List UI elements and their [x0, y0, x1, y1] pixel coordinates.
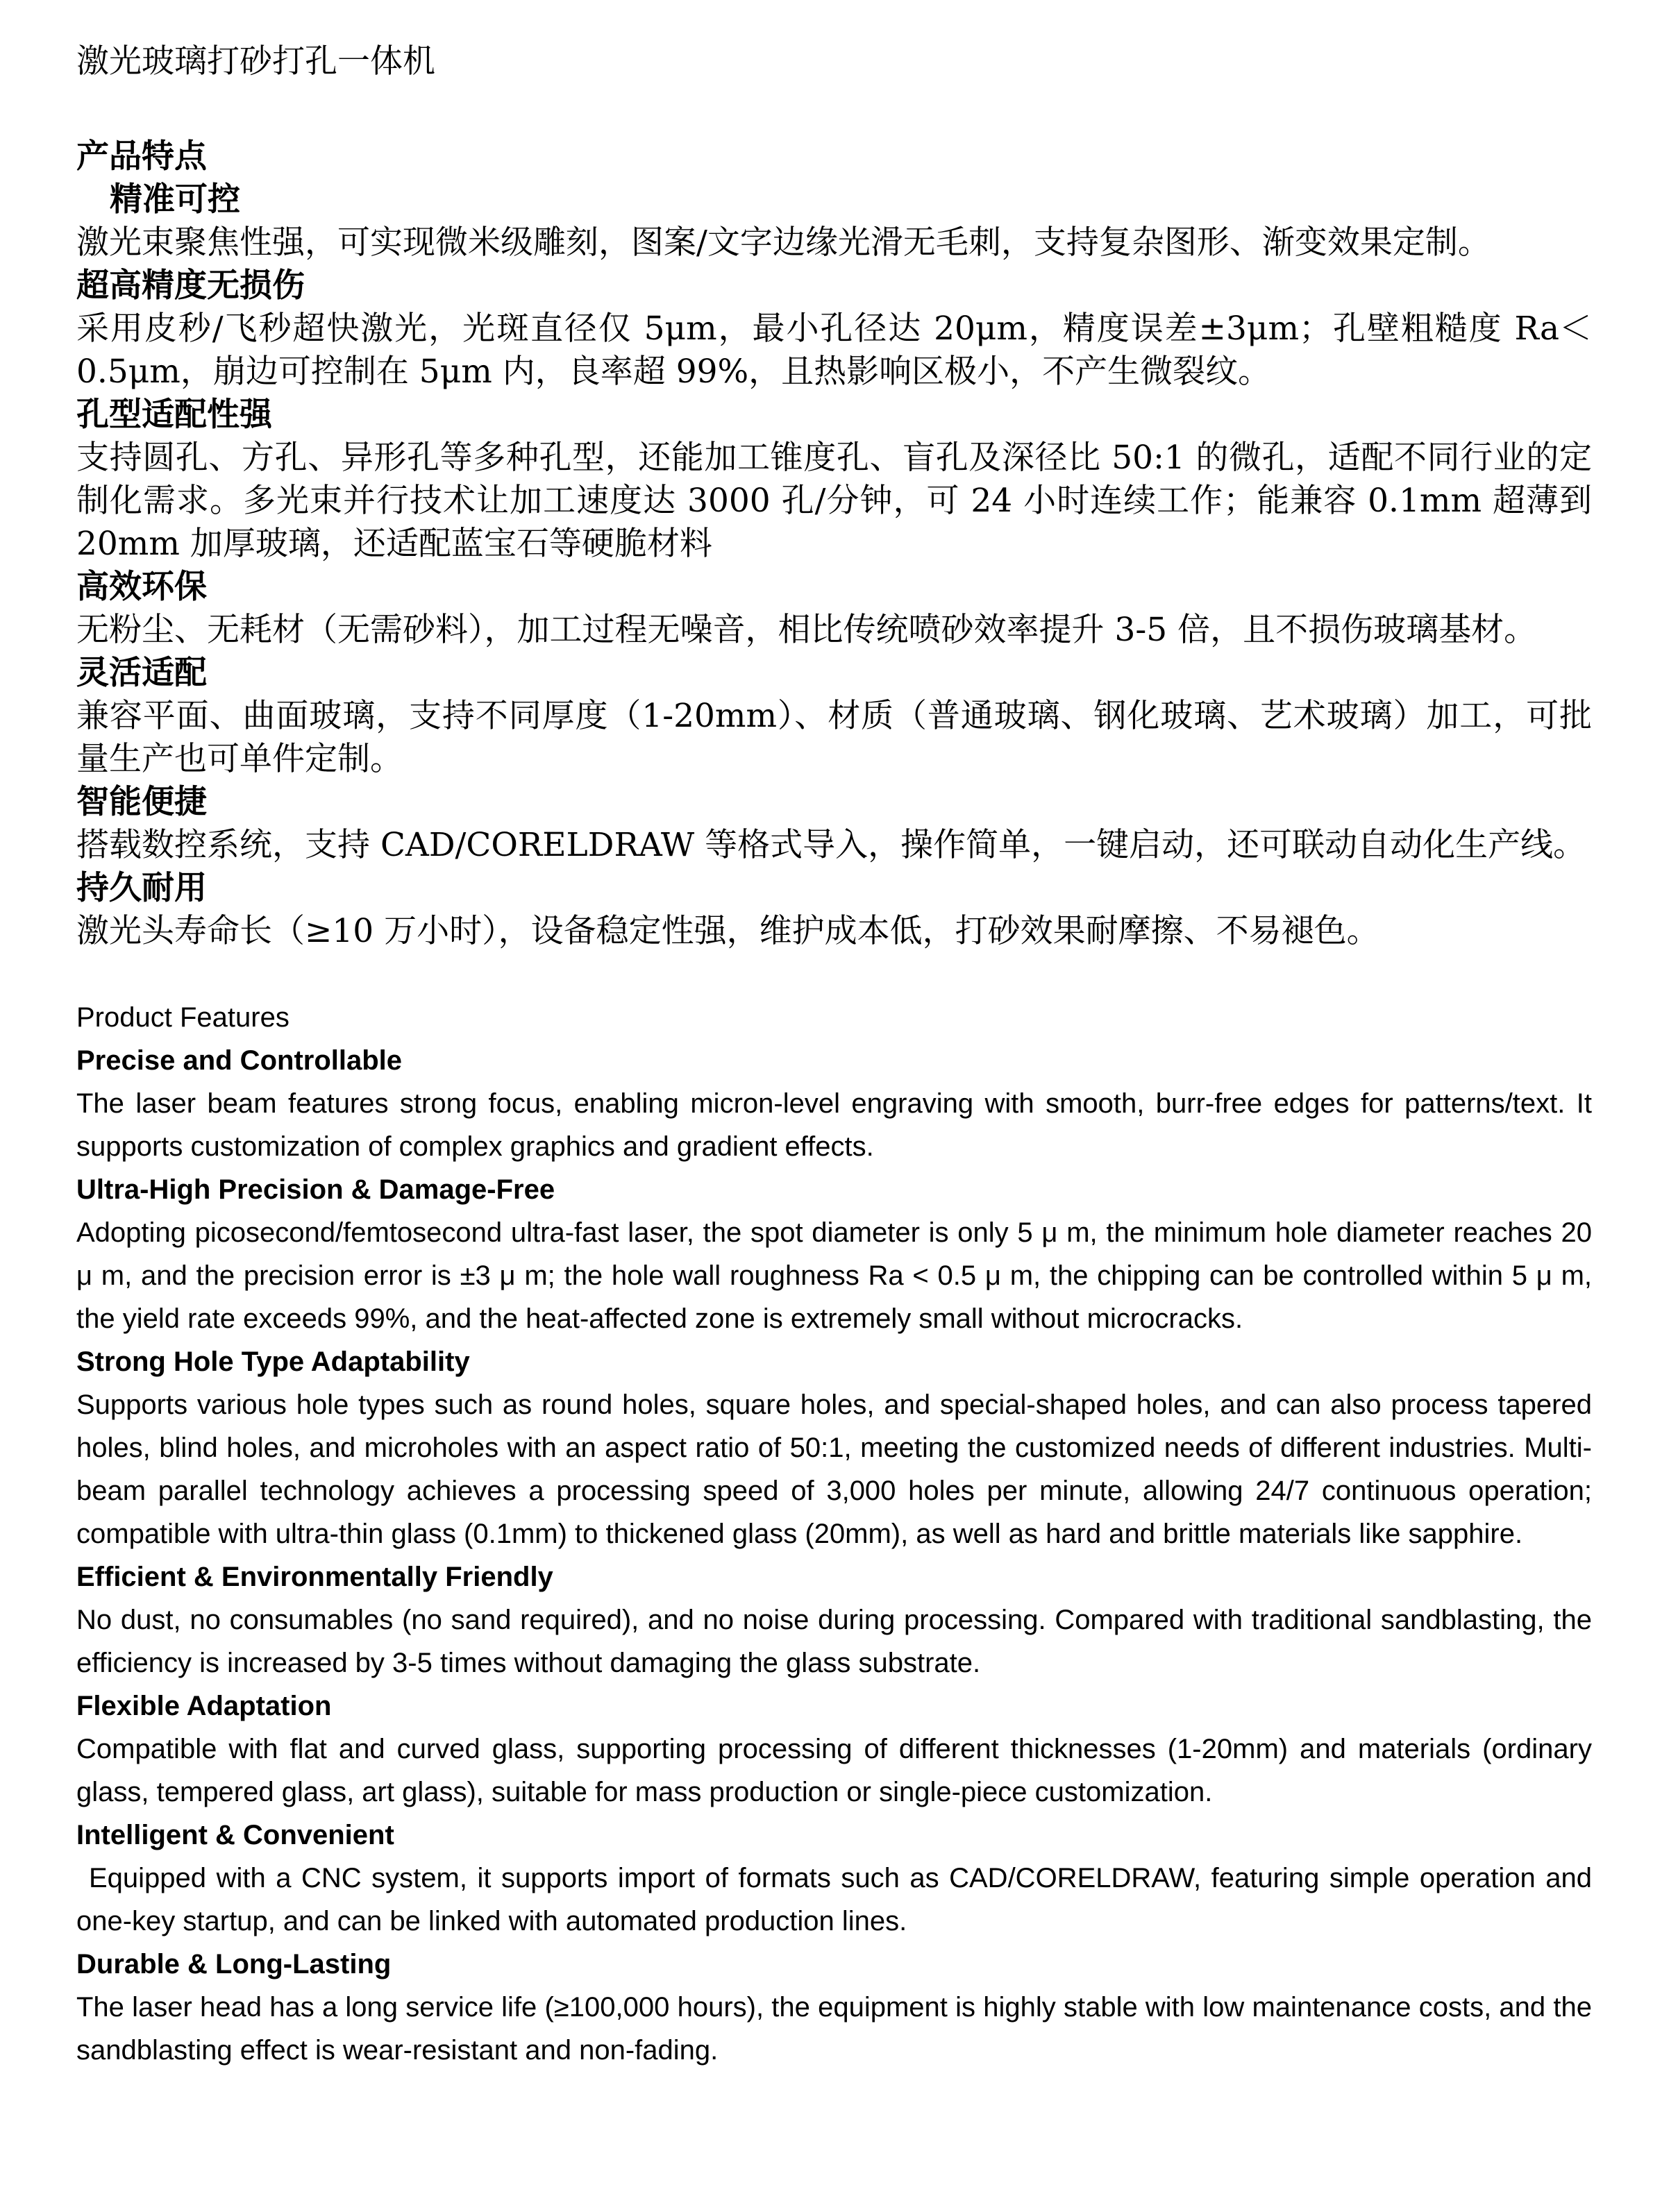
feature-text: 兼容平面、曲面玻璃，支持不同厚度（1-20mm）、材质（普通玻璃、钢化玻璃、艺术玻璃）加工，可批量生产也可单件定制。 [76, 697, 1592, 778]
section-title-zh: 产品特点 [76, 137, 207, 176]
feature-text: Equipped with a CNC system, it supports import of formats such as CAD/CORELDRAW, featuring simple operation and one-key startup, and can be linked with automated production lines. [76, 1863, 1592, 1936]
feature-heading: 高效环保 [76, 568, 207, 606]
features-section-zh [76, 135, 1592, 953]
feature-heading: 智能便捷 [76, 783, 207, 821]
feature-text: Supports various hole types such as round holes, square holes, and special-shaped holes, and can also process tapered holes, blind holes, and microholes with an aspect ratio of 50:1, meeting the customized needs of different industries. Multi-beam parallel technology achieves a processing speed of 3,000 holes per minute, allowing 24/7 continuous operation; compatible with ultra-thin glass (0.1mm) to thickened glass (20mm), as well as hard and brittle materials like sapphire. [76, 1390, 1592, 1549]
feature-item-en [76, 1340, 1592, 1555]
feature-heading: Ultra-High Precision & Damage-Free [76, 1174, 555, 1205]
feature-item-en [76, 1814, 1592, 1943]
feature-item-zh [76, 566, 1592, 652]
feature-item-en [76, 1168, 1592, 1340]
feature-item-zh [76, 867, 1592, 953]
feature-item-en [76, 1039, 1592, 1168]
feature-text: 支持圆孔、方孔、异形孔等多种孔型，还能加工锥度孔、盲孔及深径比 50:1 的微孔，适配不同行业的定制化需求。多光束并行技术让加工速度达 3000 孔/分钟，可 24 小时连续工作；能兼容 0.1mm 超薄到 20mm 加厚玻璃，还适配蓝宝石等硬脆材料 [76, 439, 1592, 563]
feature-item-zh [76, 394, 1592, 566]
feature-text: 激光束聚焦性强，可实现微米级雕刻，图案/文字边缘光滑无毛刺，支持复杂图形、渐变效果定制。 [76, 223, 1491, 262]
feature-heading: Efficient & Environmentally Friendly [76, 1562, 553, 1592]
feature-heading: Strong Hole Type Adaptability [76, 1346, 470, 1377]
feature-item-zh [76, 652, 1592, 781]
feature-text: 无粉尘、无耗材（无需砂料），加工过程无噪音，相比传统喷砂效率提升 3-5 倍，且不损伤玻璃基材。 [76, 611, 1537, 649]
feature-heading: Intelligent & Convenient [76, 1820, 394, 1850]
document-title: 激光玻璃打砂打孔一体机 [76, 42, 435, 81]
feature-heading: 精准可控 [110, 180, 240, 219]
feature-heading: Durable & Long-Lasting [76, 1949, 392, 1979]
feature-text: Compatible with flat and curved glass, supporting processing of different thicknesses (1-20mm) and materials (ordinary glass, tempered glass, art glass), suitable for mass production or single-piece customization. [76, 1734, 1592, 1807]
feature-item-zh [76, 178, 1592, 264]
feature-text: 采用皮秒/飞秒超快激光，光斑直径仅 5μm，最小孔径达 20μm，精度误差±3μm；孔壁粗糙度 Ra＜0.5μm，崩边可控制在 5μm 内，良率超 99%，且热影响区极小，不产生微裂纹。 [76, 310, 1592, 391]
feature-item-zh [76, 264, 1592, 394]
feature-item-en [76, 1685, 1592, 1814]
feature-heading: 超高精度无损伤 [76, 267, 305, 305]
feature-item-en [76, 1943, 1592, 2072]
feature-item-zh [76, 781, 1592, 867]
feature-item-en [76, 1555, 1592, 1685]
feature-heading: 灵活适配 [76, 654, 207, 692]
feature-text: The laser beam features strong focus, enabling micron-level engraving with smooth, burr-free edges for patterns/text. It supports customization of complex graphics and gradient effects. [76, 1088, 1592, 1162]
feature-text: The laser head has a long service life (≥100,000 hours), the equipment is highly stable with low maintenance costs, and the sandblasting effect is wear-resistant and non-fading. [76, 1992, 1592, 2066]
feature-text: 搭载数控系统，支持 CAD/CORELDRAW 等格式导入，操作简单，一键启动，还可联动自动化生产线。 [76, 826, 1586, 864]
feature-text: No dust, no consumables (no sand required), and no noise during processing. Compared with traditional sandblasting, the efficiency is increased by 3-5 times without damaging the glass substrate. [76, 1605, 1592, 1678]
feature-text: 激光头寿命长（≥10 万小时），设备稳定性强，维护成本低，打砂效果耐摩擦、不易褪色。 [76, 912, 1379, 950]
feature-heading: 孔型适配性强 [76, 396, 272, 434]
features-section-en [76, 996, 1592, 2072]
feature-heading: Flexible Adaptation [76, 1691, 332, 1721]
section-title-en: Product Features [76, 1002, 290, 1033]
feature-heading: Precise and Controllable [76, 1045, 403, 1076]
feature-text: Adopting picosecond/femtosecond ultra-fast laser, the spot diameter is only 5 μ m, the minimum hole diameter reaches 20 μ m, and the precision error is ±3 μ m; the hole wall roughness Ra < 0.5 μ m, the chipping can be controlled within 5 μ m, the yield rate exceeds 99%, and the heat-affected zone is extremely small without microcracks. [76, 1217, 1593, 1334]
feature-heading: 持久耐用 [76, 869, 207, 907]
